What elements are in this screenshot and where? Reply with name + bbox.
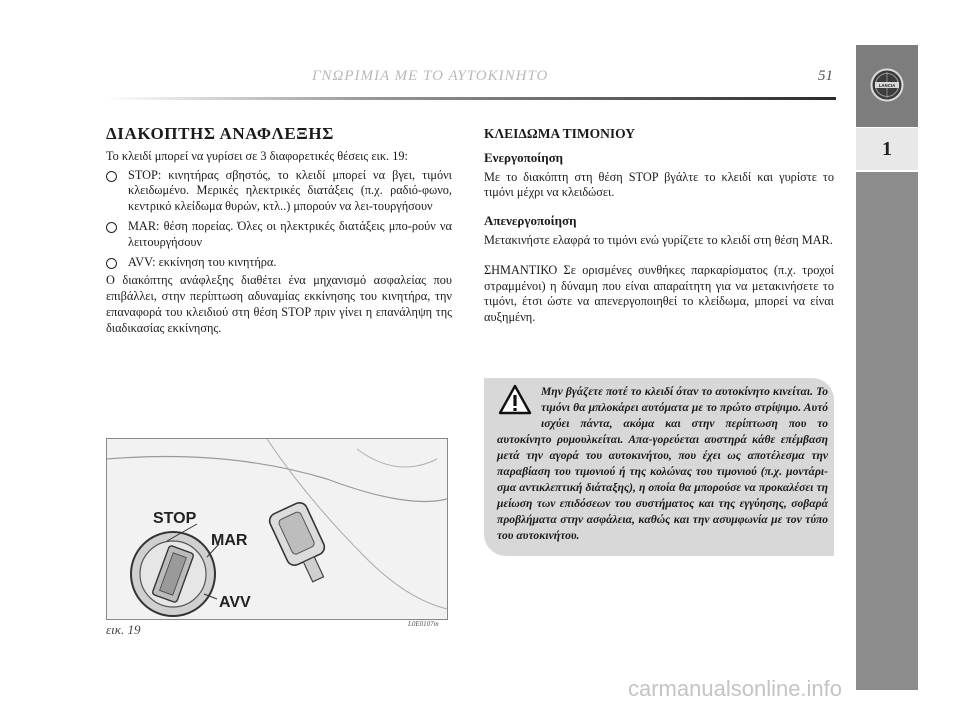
deactivation-text: Μετακινήστε ελαφρά το τιμόνι ενώ γυρίζετε το κλειδί στη θέση MAR. (484, 232, 833, 247)
activation-text: Με το διακόπτη στη θέση STOP βγάλτε το κλειδί και γυρίστε το τιμόνι μέχρι να κλειδώσει. (484, 169, 834, 200)
list-item (106, 255, 452, 271)
right-column (484, 126, 834, 326)
chapter-tab (856, 128, 918, 172)
header-rule (105, 97, 836, 100)
watermark: carmanualsonline.info (628, 676, 843, 701)
figure-caption: εικ. 19 (106, 622, 141, 637)
bullet-icon (106, 171, 117, 182)
subheading-deactivation: Απενεργοποίηση (484, 213, 577, 229)
safety-paragraph: Ο διακόπτης ανάφλεξης διαθέτει ένα μηχανισμό ασφαλείας που επιβάλλει, στην περίπτωση αδυναμίας εκκίνησης του κινητήρα, την επαναφορά του κλειδιού στη θέση STOP πριν γίνει η επανάληψη της διαδικασίας εκκίνησης. (106, 273, 452, 335)
subheading-activation: Ενεργοποίηση (484, 149, 564, 165)
warning-text: Μην βγάζετε ποτέ το κλειδί όταν το αυτοκίνητο κινείται. Το τιμόνι θα μπλοκάρει αυτόματα με το πρώτο στρίψιμο. Αυτό ισχύει πάντα, ακόμα και στην περίπτωση που το αυτοκίνητο ρυμουλκείται. Απα-γορεύεται αυστηρά κάθε επέμβαση μετά την αγορά του αυτοκινήτου, που έχει ως αποτέλεσμα την παραβίαση του τιμονιού ή της κολώνας του τιμονιού (π.χ. μοντάρι-σμα αντικλεπτική διάταξης), η οποία θα μπορούσε να προκαλέσει τη μείωση των επιδόσεων του συστήματος και της εγγύησης, σοβαρά προβλήματα στην ασφάλεια, καθώς και την ασυμφωνία με τον τύπο του αυτοκινήτου. (497, 385, 828, 542)
intro-text: Το κλειδί μπορεί να γυρίσει σε 3 διαφορετικές θέσεις εικ. 19: (106, 148, 408, 163)
stop-label: STOP (153, 510, 197, 527)
chapter-number: 1 (882, 137, 892, 160)
ignition-switch-figure (106, 438, 448, 620)
page-number: 51 (818, 68, 833, 84)
lancia-badge-icon (870, 68, 904, 102)
mar-label: MAR (211, 532, 248, 549)
bullet-text: STOP: κινητήρας σβηστός, το κλειδί μπορεί να βγει, τιμόνι κλειδωμένο. Μερικές ηλεκτρικές διατάξεις (π.χ. ραδιό-φωνο, κεντρικό κλείδωμα θυρών, κτλ..) μπορούν να λει-τουργήσουν (128, 167, 452, 214)
figure-code: L0E0107m (408, 620, 439, 628)
ignition-switch-illustration (107, 439, 447, 619)
list-item (106, 219, 452, 251)
running-header: ΓΝΩΡΙΜΙΑ ΜΕ ΤΟ ΑΥΤΟΚΙΝΗΤΟ (312, 68, 549, 84)
important-note: ΣΗΜΑΝΤΙΚΟ Σε ορισμένες συνθήκες παρκαρίσματος (π.χ. τροχοί στραμμένοι) η δύναμη που είναι απαραίτητη για να μετακινήσετε το τιμόνι, έτσι ώστε να απενεργοποιηθεί το κλείδωμα, μπορεί να είναι αυξημένη. (484, 262, 834, 325)
section-heading-steering-lock: ΚΛΕΙΔΩΜΑ ΤΙΜΟΝΙΟΥ (484, 126, 635, 141)
bullet-text: MAR: θέση πορείας. Όλες οι ηλεκτρικές διατάξεις μπο-ρούν να λειτουργήσουν (128, 218, 452, 249)
left-column (106, 126, 452, 337)
logo-text: LANCIA (878, 83, 896, 88)
avv-label: AVV (219, 594, 251, 611)
list-item (106, 168, 452, 215)
bullet-icon (106, 258, 117, 269)
bullet-text: AVV: εκκίνηση του κινητήρα. (128, 254, 277, 269)
section-heading-ignition: ΔΙΑΚΟΠΤΗΣ ΑΝΑΦΛΕΞΗΣ (106, 124, 334, 143)
bullet-icon (106, 222, 117, 233)
